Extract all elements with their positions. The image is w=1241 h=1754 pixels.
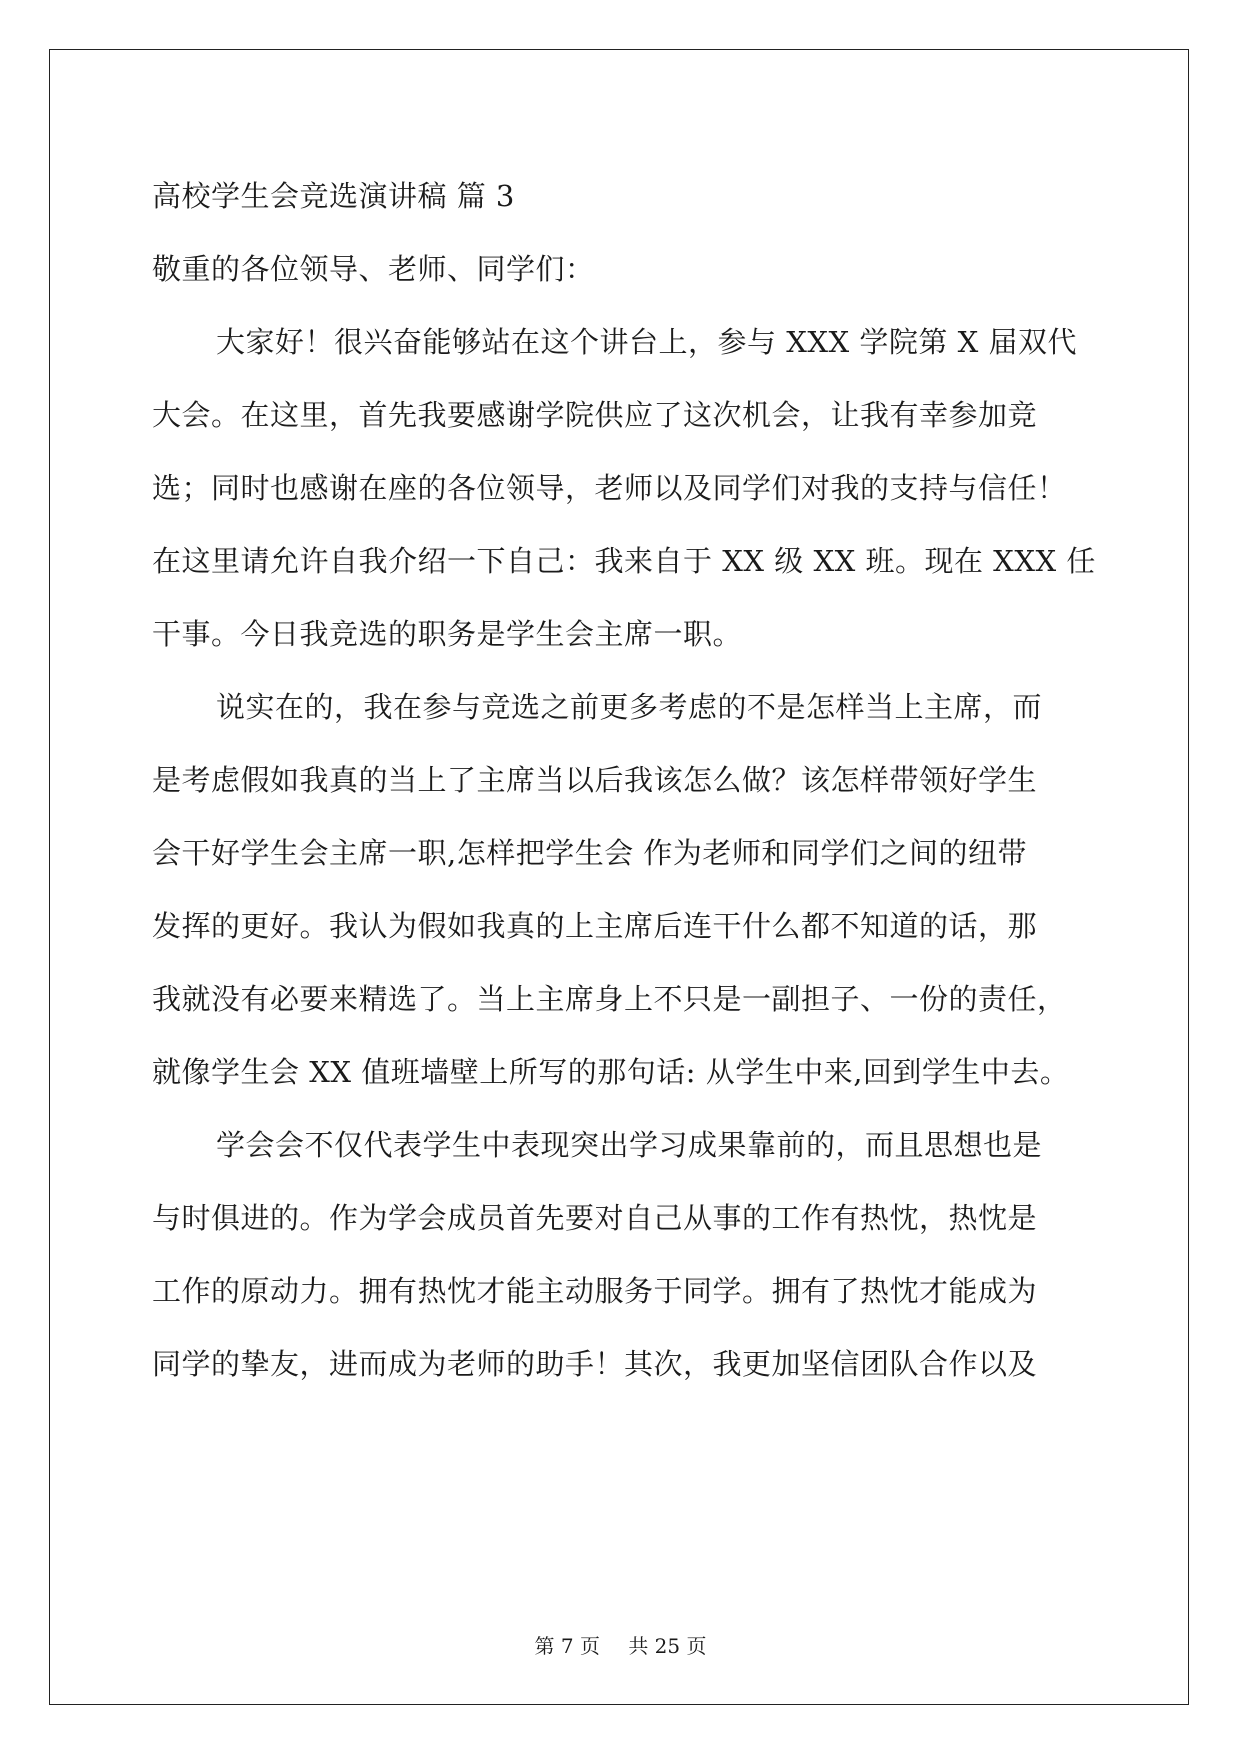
paragraph-line: 就像学生会 XX 值班墙壁上所写的那句话: 从学生中来,回到学生中去。	[152, 1055, 1070, 1089]
document-title: 高校学生会竞选演讲稿 篇 3	[152, 179, 515, 213]
paragraph-line: 说实在的，我在参与竞选之前更多考虑的不是怎样当上主席，而	[216, 690, 1043, 724]
paragraph-line: 发挥的更好。我认为假如我真的上主席后连干什么都不知道的话，那	[152, 909, 1038, 943]
document-body	[152, 160, 1097, 1401]
paragraph-line: 会干好学生会主席一职,怎样把学生会 作为老师和同学们之间的纽带	[152, 836, 1027, 870]
page-footer	[0, 1630, 1241, 1659]
paragraph-1	[152, 306, 1097, 671]
paragraph-line: 工作的原动力。拥有热忱才能主动服务于同学。拥有了热忱才能成为	[152, 1274, 1038, 1308]
page-total: 共 25 页	[628, 1634, 707, 1658]
paragraph-line: 是考虑假如我真的当上了主席当以后我该怎么做？该怎样带领好学生	[152, 763, 1038, 797]
paragraph-line: 干事。今日我竞选的职务是学生会主席一职。	[152, 617, 743, 651]
paragraph-line: 在这里请允许自我介绍一下自己：我来自于 XX 级 XX 班。现在 XXX 任	[152, 544, 1096, 578]
paragraph-line: 选；同时也感谢在座的各位领导，老师以及同学们对我的支持与信任！	[152, 471, 1067, 505]
paragraph-line: 学会会不仅代表学生中表现突出学习成果靠前的，而且思想也是	[216, 1128, 1043, 1162]
paragraph-line: 大会。在这里，首先我要感谢学院供应了这次机会，让我有幸参加竞	[152, 398, 1038, 432]
page-number: 第 7 页	[534, 1634, 600, 1658]
salutation: 敬重的各位领导、老师、同学们：	[152, 252, 595, 286]
paragraph-3	[152, 1109, 1097, 1401]
paragraph-2	[152, 671, 1097, 1109]
paragraph-line: 我就没有必要来精选了。当上主席身上不只是一副担子、一份的责任，	[152, 982, 1067, 1016]
paragraph-line: 同学的挚友，进而成为老师的助手！其次，我更加坚信团队合作以及	[152, 1347, 1038, 1381]
paragraph-line: 与时俱进的。作为学会成员首先要对自己从事的工作有热忱，热忱是	[152, 1201, 1038, 1235]
paragraph-line: 大家好！很兴奋能够站在这个讲台上，参与 XXX 学院第 X 届双代	[216, 325, 1077, 359]
